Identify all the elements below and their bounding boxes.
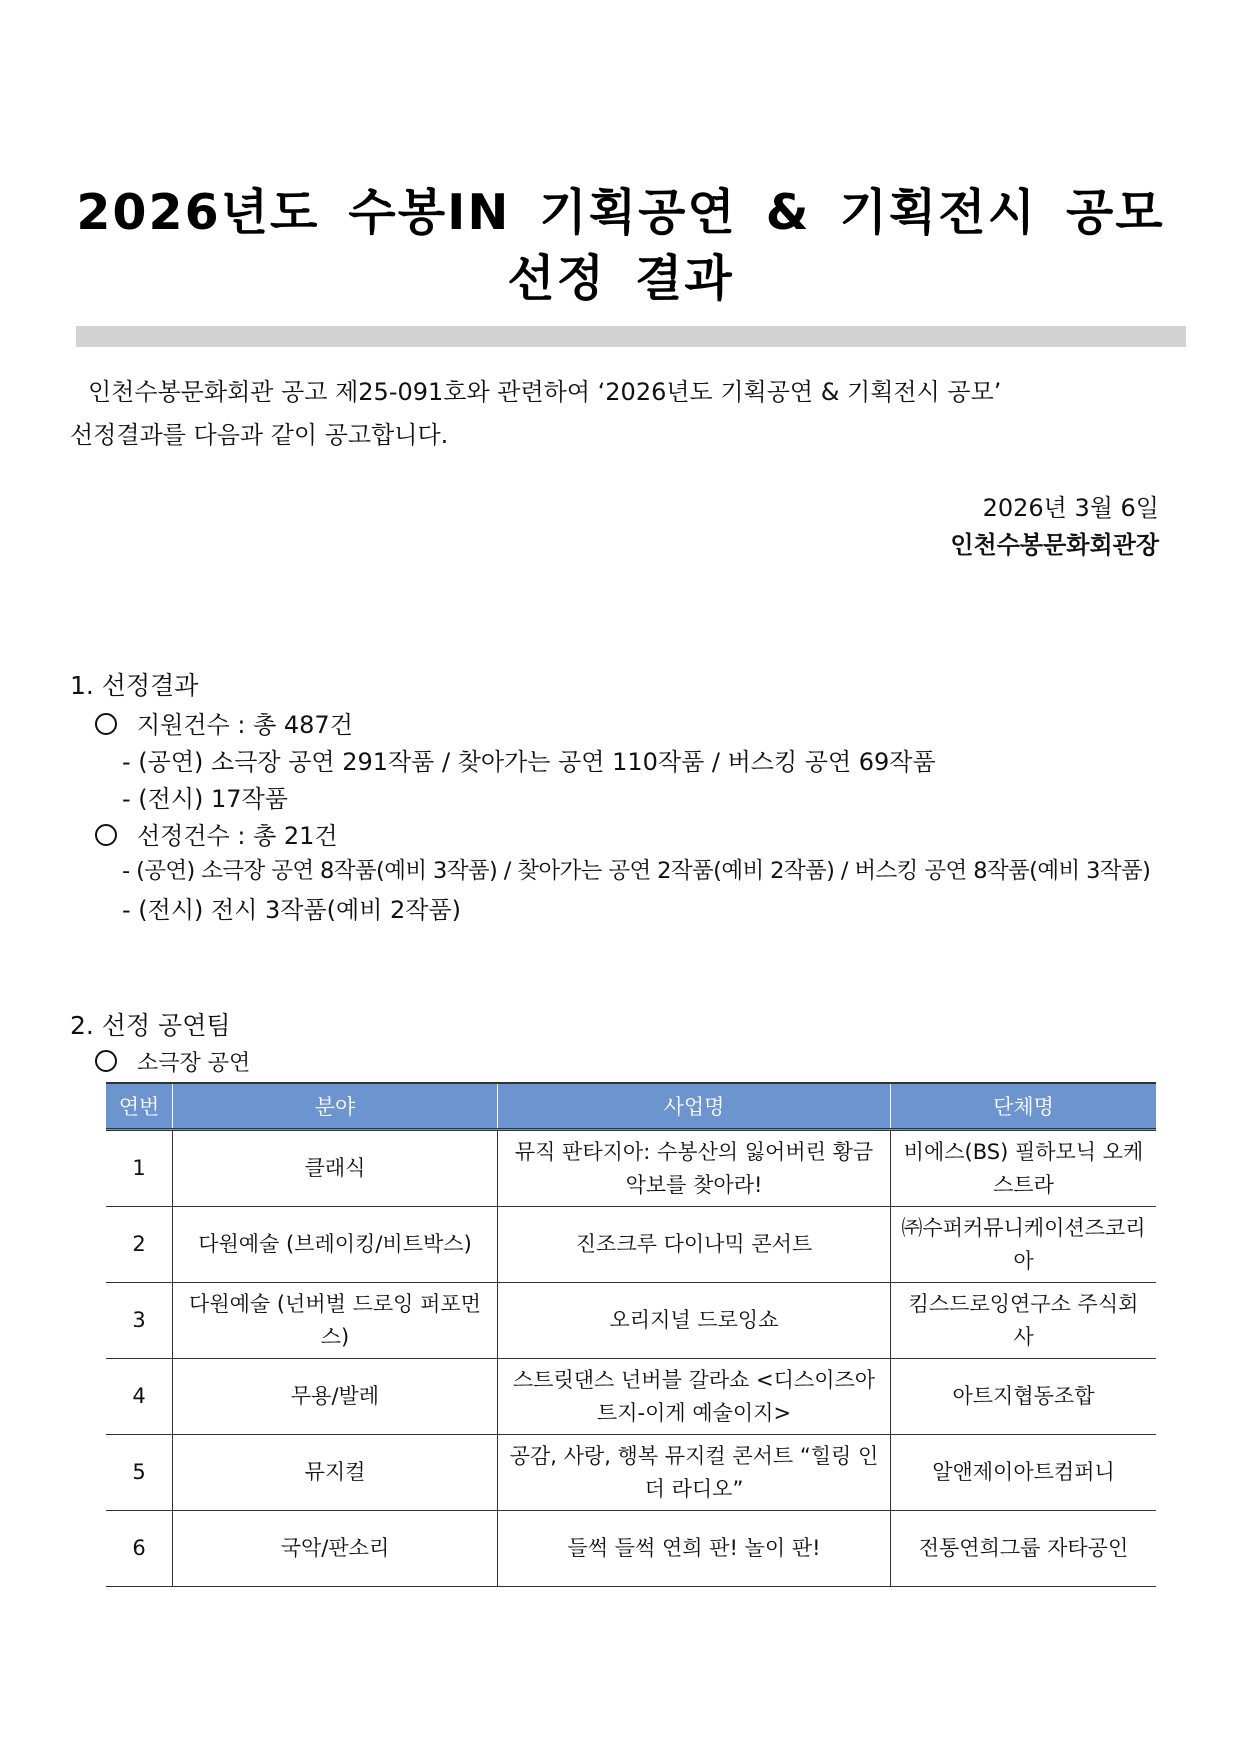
cell-no: 6 <box>106 1511 173 1587</box>
selections-item: - (공연) 소극장 공연 8작품(예비 3작품) / 찾아가는 공연 2작품(예비 2작품) / 버스킹 공연 8작품(예비 3작품) <box>122 858 1151 884</box>
header-field: 분야 <box>173 1083 498 1130</box>
cell-no: 4 <box>106 1359 173 1435</box>
table-row <box>106 1435 1156 1511</box>
table-row <box>106 1207 1156 1283</box>
circle-bullet-icon <box>95 824 117 846</box>
cell-no: 1 <box>106 1130 173 1207</box>
table-row <box>106 1359 1156 1435</box>
table-row <box>106 1283 1156 1359</box>
cell-field: 클래식 <box>173 1130 498 1207</box>
cell-no: 3 <box>106 1283 173 1359</box>
applications-item: - (공연) 소극장 공연 291작품 / 찾아가는 공연 110작품 / 버스킹 공연 69작품 <box>122 748 936 776</box>
cell-group: ㈜수퍼커뮤니케이션즈코리아 <box>891 1207 1157 1283</box>
cell-field: 뮤지컬 <box>173 1435 498 1511</box>
cell-project: 공감, 사랑, 행복 뮤지컬 콘서트 “힐링 인 더 라디오” <box>498 1435 891 1511</box>
cell-field: 무용/발레 <box>173 1359 498 1435</box>
document-subtitle: 선정 결과 <box>507 250 734 307</box>
cell-project: 뮤직 판타지아: 수봉산의 잃어버린 황금 악보를 찾아라! <box>498 1130 891 1207</box>
cell-group: 알앤제이아트컴퍼니 <box>891 1435 1157 1511</box>
table-header-row <box>106 1083 1156 1130</box>
cell-field: 다원예술 (넌버벌 드로잉 퍼포먼스) <box>173 1283 498 1359</box>
cell-project: 들썩 들썩 연희 판! 놀이 판! <box>498 1511 891 1587</box>
cell-no: 5 <box>106 1435 173 1511</box>
intro-line-1: 인천수봉문화회관 공고 제25-091호와 관련하여 ‘2026년도 기획공연 & 기획전시 공모’ <box>88 378 1002 406</box>
circle-bullet-icon <box>95 713 117 735</box>
applications-item: - (전시) 17작품 <box>122 785 288 813</box>
selections-summary: 선정건수 : 총 21건 <box>95 816 338 851</box>
cell-group: 전통연희그룹 자타공인 <box>891 1511 1157 1587</box>
table-row <box>106 1130 1156 1207</box>
cell-no: 2 <box>106 1207 173 1283</box>
selection-table <box>106 1082 1156 1587</box>
cell-field: 다원예술 (브레이킹/비트박스) <box>173 1207 498 1283</box>
cell-project: 오리지널 드로잉쇼 <box>498 1283 891 1359</box>
title-divider <box>76 326 1186 347</box>
header-project: 사업명 <box>498 1083 891 1130</box>
selections-item: - (전시) 전시 3작품(예비 2작품) <box>122 896 462 924</box>
circle-bullet-icon <box>95 1050 117 1072</box>
section-1-title: 1. 선정결과 <box>70 671 199 700</box>
header-no: 연번 <box>106 1083 173 1130</box>
cell-group: 킴스드로잉연구소 주식회사 <box>891 1283 1157 1359</box>
applications-summary: 지원건수 : 총 487건 <box>95 705 353 740</box>
header-group: 단체명 <box>891 1083 1157 1130</box>
issuer: 인천수봉문화회관장 <box>950 531 1159 559</box>
section-2-title: 2. 선정 공연팀 <box>70 1011 231 1040</box>
cell-group: 비에스(BS) 필하모닉 오케스트라 <box>891 1130 1157 1207</box>
table-row <box>106 1511 1156 1587</box>
cell-field: 국악/판소리 <box>173 1511 498 1587</box>
cell-group: 아트지협동조합 <box>891 1359 1157 1435</box>
cell-project: 진조크루 다이나믹 콘서트 <box>498 1207 891 1283</box>
cell-project: 스트릿댄스 넌버블 갈라쇼 <디스이즈아트지-이게 예술이지> <box>498 1359 891 1435</box>
document-title: 2026년도 수봉IN 기획공연 & 기획전시 공모 <box>76 184 1165 241</box>
announcement-date: 2026년 3월 6일 <box>982 494 1159 522</box>
intro-line-2: 선정결과를 다음과 같이 공고합니다. <box>70 421 449 449</box>
subsection-small-theater: 소극장 공연 <box>95 1046 250 1077</box>
